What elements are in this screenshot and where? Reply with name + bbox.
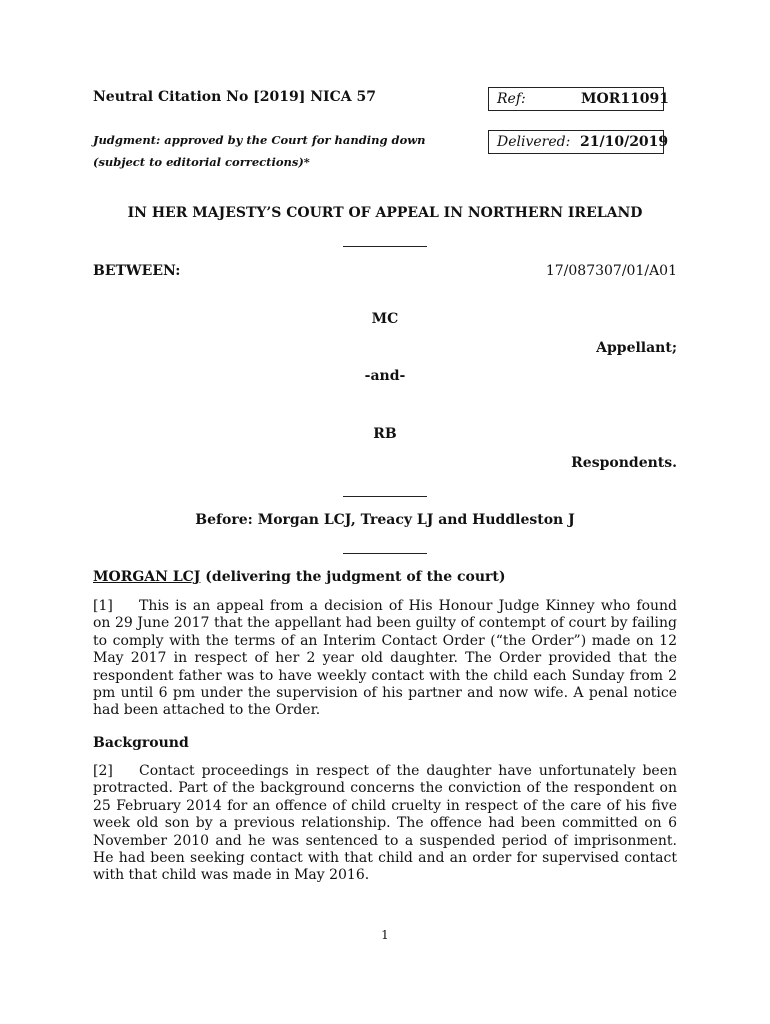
- delivered-value: 21/10/2019: [580, 134, 669, 150]
- ref-value: MOR11091: [581, 91, 670, 107]
- judgment-heading-rest: (delivering the judgment of the court): [200, 569, 506, 585]
- divider-1: [343, 246, 427, 247]
- background-heading: Background: [93, 735, 189, 751]
- and-separator: -and-: [364, 368, 406, 384]
- delivered-box: [488, 130, 669, 154]
- delivered-label: Delivered:: [497, 134, 571, 150]
- paragraph-text: This is an appeal from a decision of His Honour Judge Kinney who found on 29 June 2017 that the appellant had been guilty of contempt of court by failing to comply with the terms of an Interim Contact Order (“the Order”) made on 12 May 2017 in respect of her 2 year old daughter. The Order provided that the respondent father was to have weekly contact with the child each Sunday from 2 pm until 6 pm under the supervision of his partner and now wife. A penal notice had been attached to the Order.: [93, 598, 677, 719]
- judgment-heading: [93, 569, 506, 585]
- ref-label: Ref:: [497, 91, 526, 107]
- paragraph-number: [1]: [93, 598, 113, 614]
- paragraph-1: [93, 598, 677, 720]
- judgment-note-line-1: Judgment: approved by the Court for handing down: [93, 133, 426, 147]
- neutral-citation: Neutral Citation No [2019] NICA 57: [93, 89, 376, 105]
- court-title: IN HER MAJESTY’S COURT OF APPEAL IN NORTHERN IRELAND: [127, 205, 643, 221]
- paragraph-number: [2]: [93, 763, 113, 779]
- appellant-role: Appellant;: [596, 340, 677, 356]
- reference-box: [488, 87, 670, 111]
- paragraph-text: Contact proceedings in respect of the daughter have unfortunately been protracted. Part of the background concerns the conviction of the respondent on 25 February 2014 for an offence of child cruelty in respect of the care of his five week old son by a previous relationship. The offence had been committed on 6 November 2010 and he was sentenced to a suspended period of imprisonment. He had been seeking contact with that child and an order for supervised contact with that child was made in May 2016.: [93, 763, 677, 884]
- judge-name: MORGAN LCJ: [93, 569, 201, 585]
- divider-3: [343, 553, 427, 554]
- before-judges: Before: Morgan LCJ, Treacy LJ and Huddleston J: [195, 512, 575, 528]
- judgment-note-line-2: (subject to editorial corrections)*: [93, 155, 310, 169]
- paragraph-2: [93, 763, 677, 885]
- appellant-name: MC: [371, 311, 399, 327]
- respondent-name: RB: [373, 426, 397, 442]
- case-number: 17/087307/01/A01: [545, 263, 677, 279]
- between-label: BETWEEN:: [93, 263, 181, 279]
- respondent-role: Respondents.: [571, 455, 677, 471]
- page-number: 1: [381, 928, 389, 942]
- divider-2: [343, 496, 427, 497]
